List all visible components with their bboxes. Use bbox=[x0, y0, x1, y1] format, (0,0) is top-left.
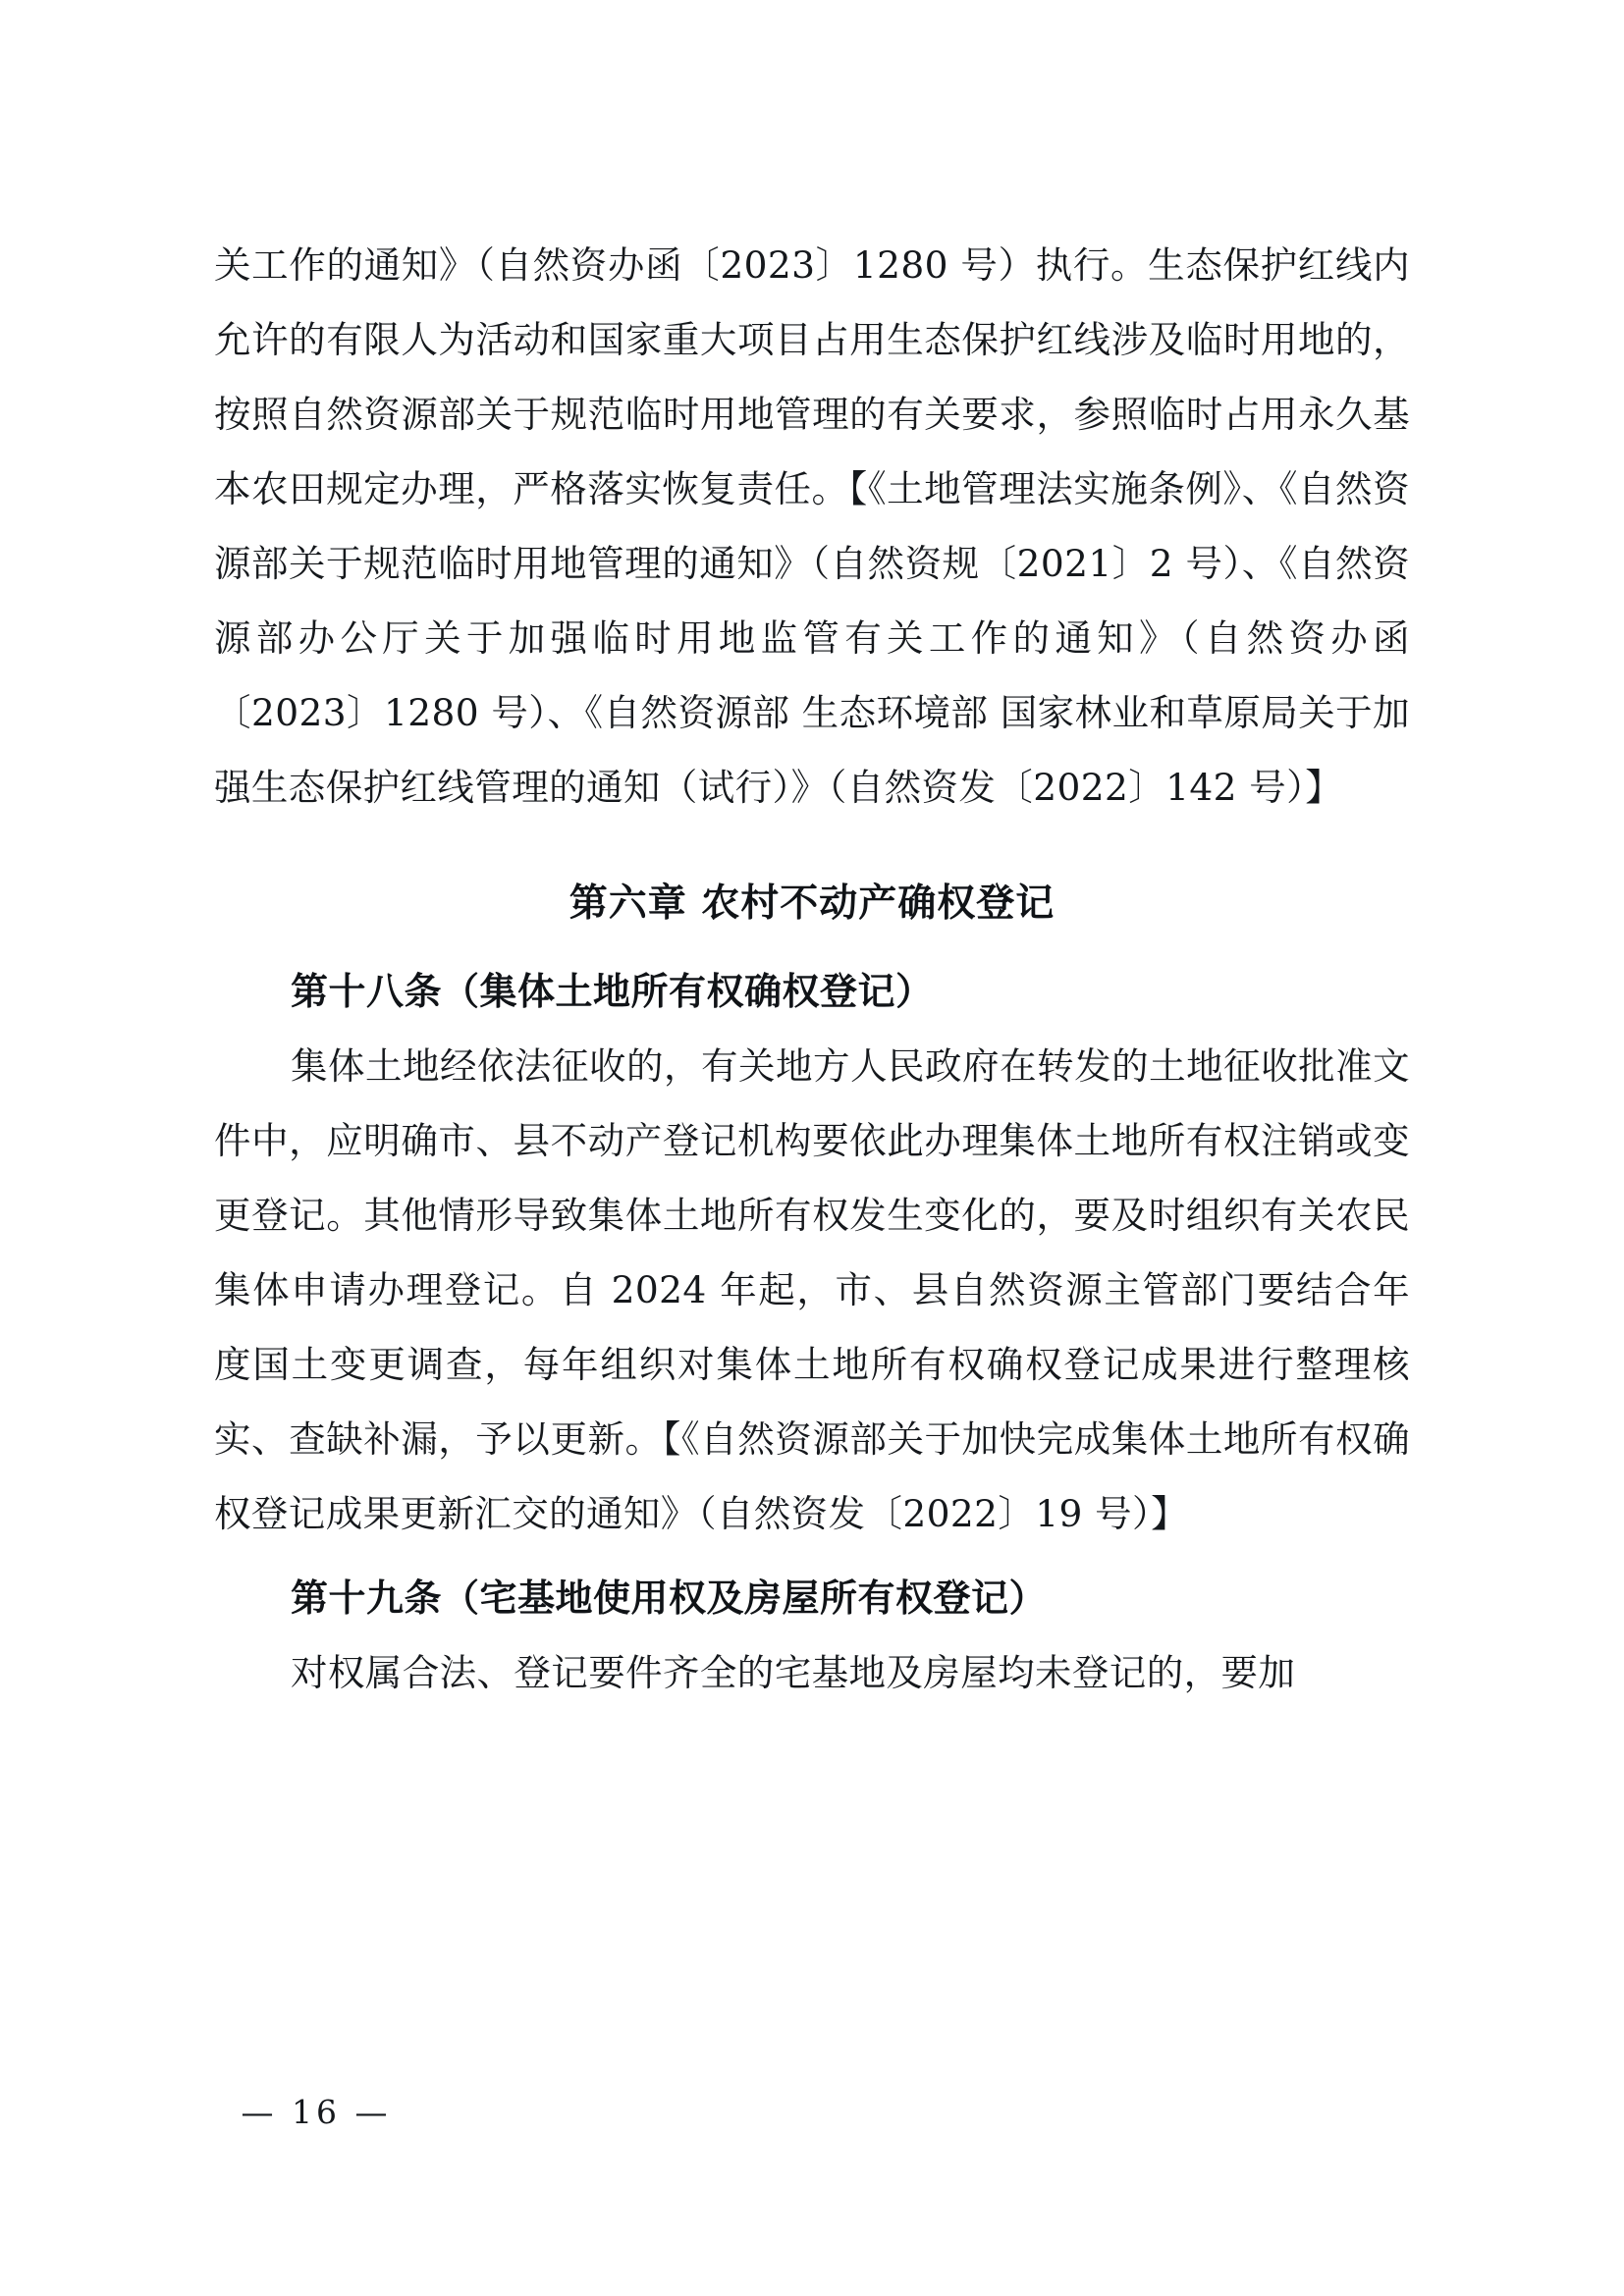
chapter-title: 第六章 农村不动产确权登记 bbox=[568, 881, 1056, 926]
page-footer bbox=[0, 2093, 1624, 2131]
page-number: — 16 — bbox=[241, 2093, 392, 2131]
article-body-18: 集体土地经依法征收的，有关地方人民政府在转发的土地征收批准文件中，应明确市、县不动产登记机构要依此办理集体土地所有权注销或变更登记。其他情形导致集体土地所有权发生变化的，要及时组织有关农民集体申请办理登记。自 2024 年起，市、县自然资源主管部门要结合年度国土变更调查，每年组织对集体土地所有权确权登记成果进行整理核实、查缺补漏，予以更新。【《自然资源部关于加快完成集体土地所有权确权登记成果更新汇交的通知》（自然资发〔2022〕19 号）】 bbox=[214, 1044, 1410, 1535]
article-body-19: 对权属合法、登记要件齐全的宅基地及房屋均未登记的，要加 bbox=[291, 1651, 1296, 1694]
paragraph-continued: 关工作的通知》（自然资办函〔2023〕1280 号）执行。生态保护红线内允许的有限人为活动和国家重大项目占用生态保护红线涉及临时用地的，按照自然资源部关于规范临时用地管理的有关要求，参照临时占用永久基本农田规定办理，严格落实恢复责任。【《土地管理法实施条例》、《自然资源部关于规范临时用地管理的通知》（自然资规〔2021〕2 号）、《自然资源部办公厅关于加强临时用地监管有关工作的通知》（自然资办函〔2023〕1280 号）、《自然资源部 生态环境部 国家林业和草原局关于加强生态保护红线管理的通知（试行）》（自然资发〔2022〕142 号）】 bbox=[214, 243, 1410, 809]
page-content bbox=[214, 228, 1410, 1710]
article-heading-19: 第十九条（宅基地使用权及房屋所有权登记） bbox=[291, 1576, 1048, 1620]
article-heading-18: 第十八条（集体土地所有权确权登记） bbox=[291, 970, 934, 1013]
